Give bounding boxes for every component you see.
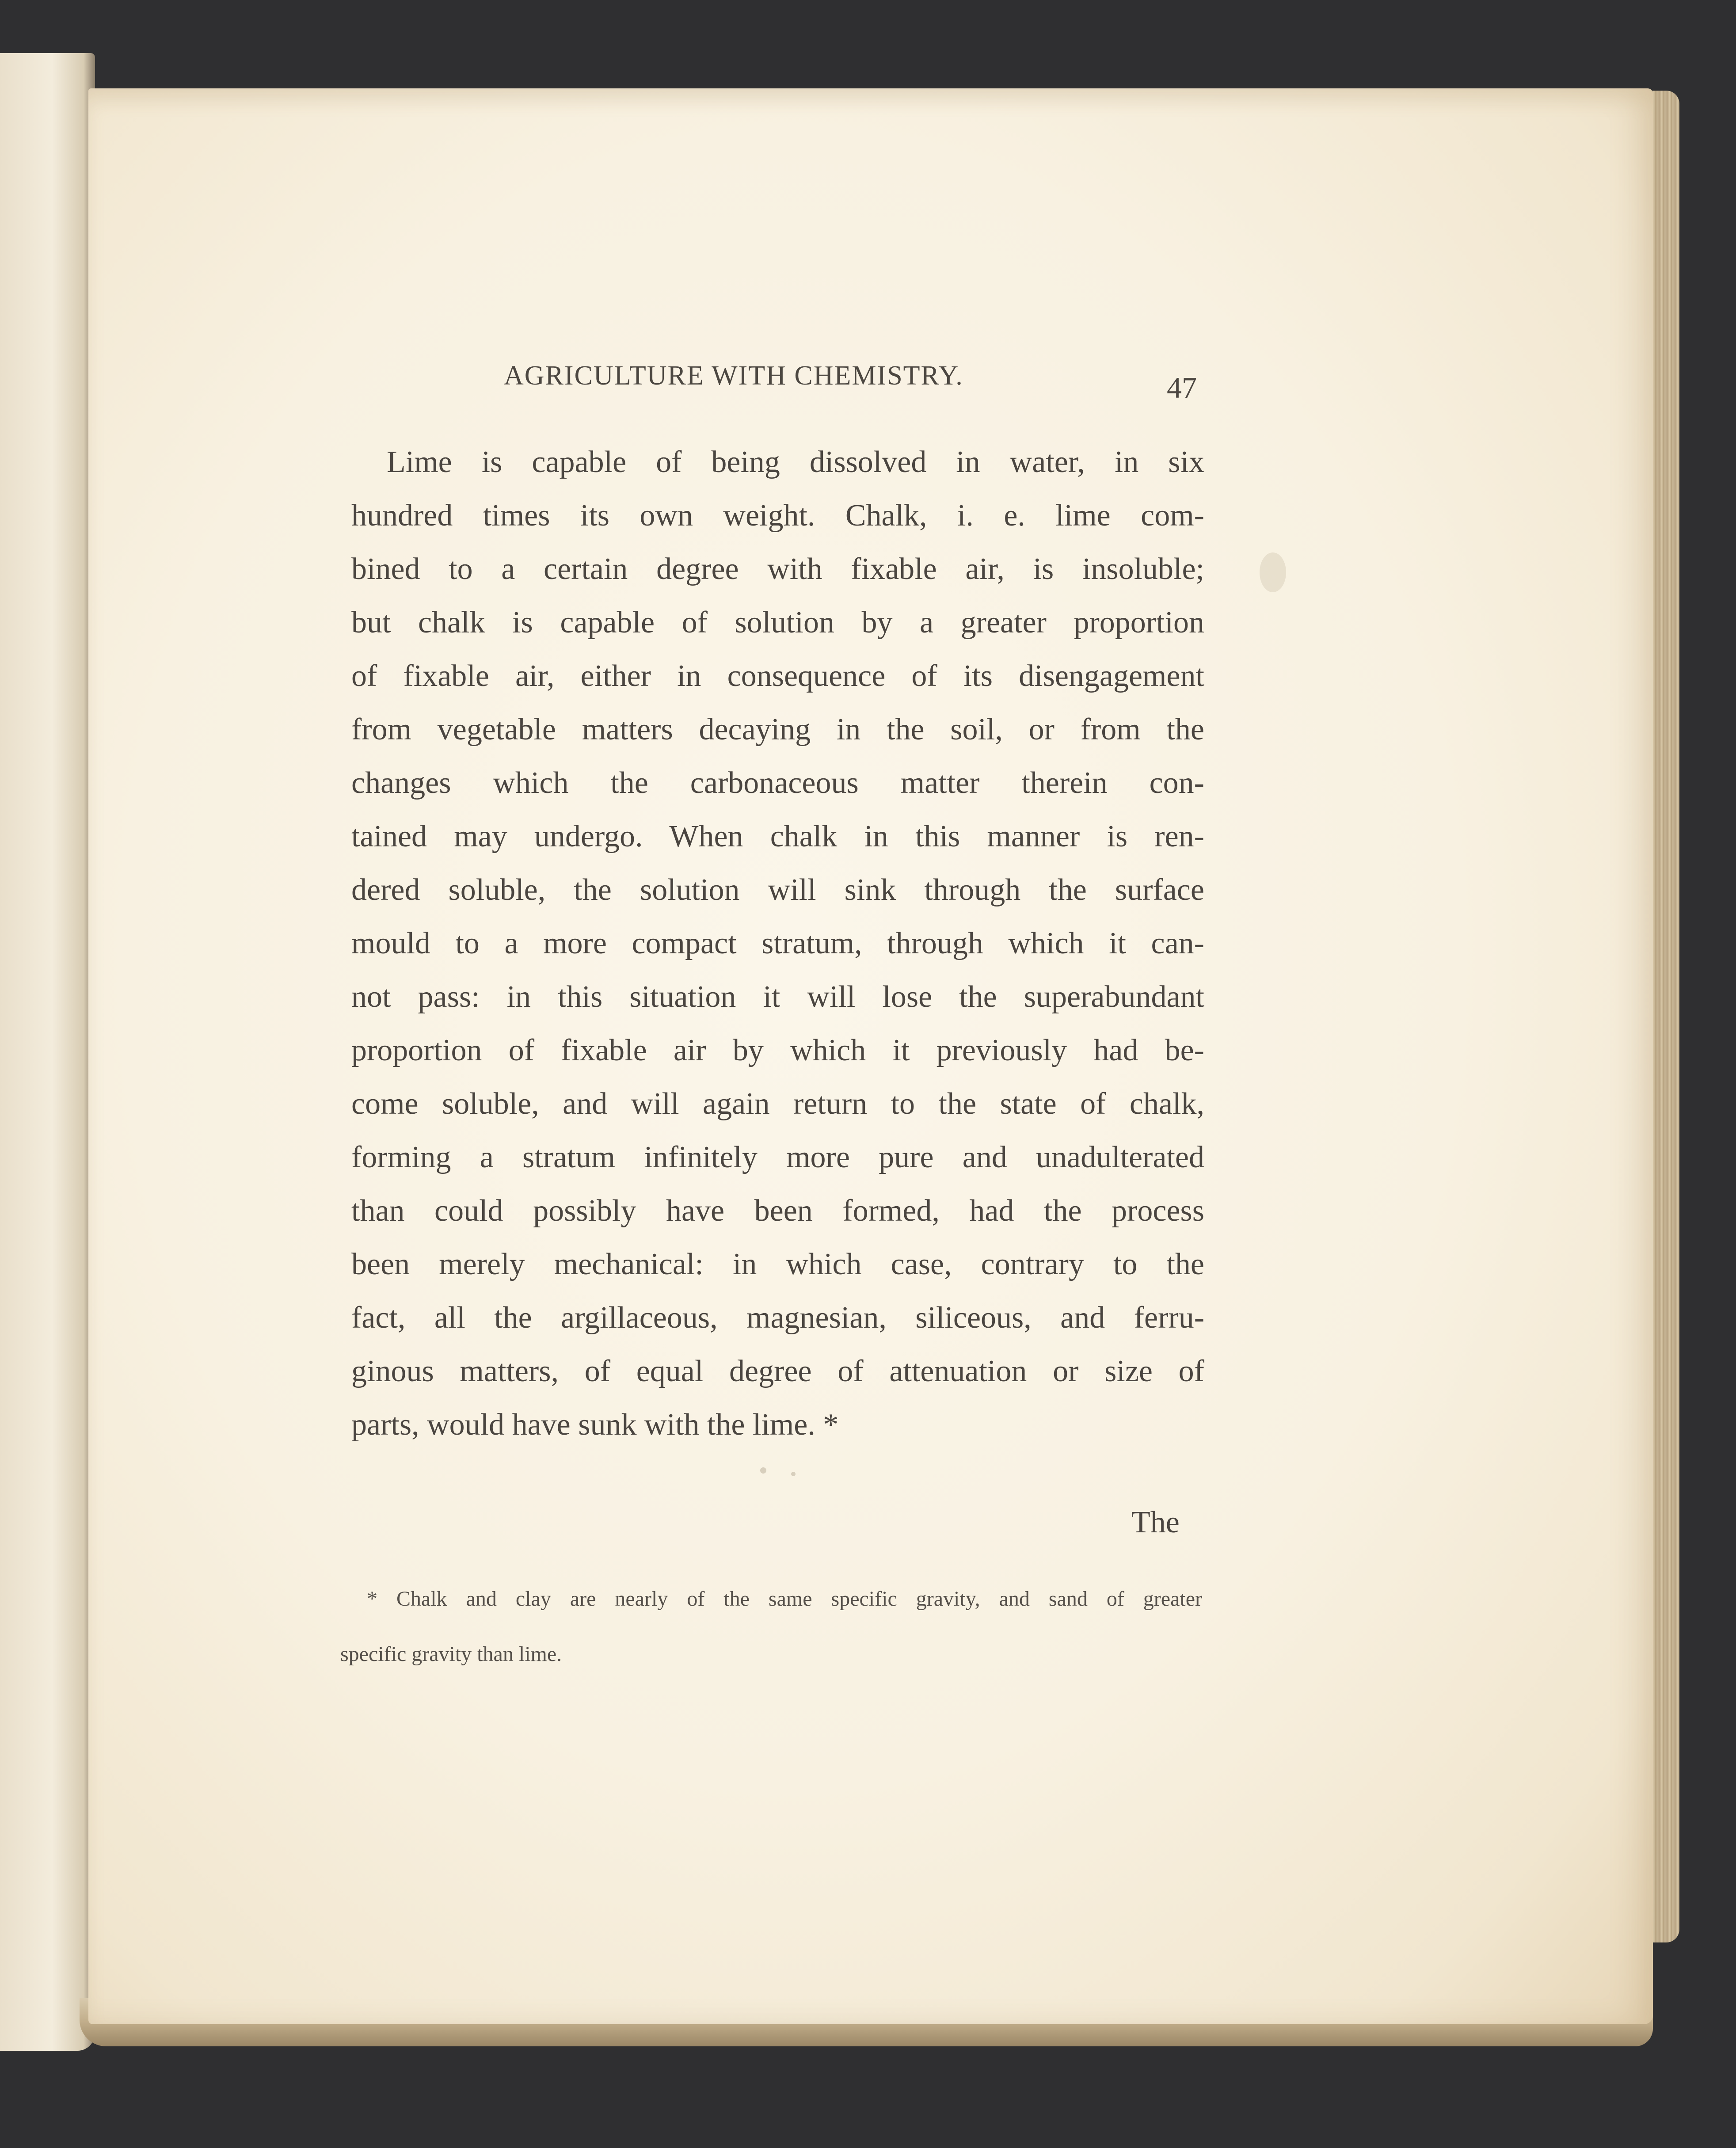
text-line: from vegetable matters decaying in the soil, or from the	[351, 712, 1204, 746]
text-line: come soluble, and will again return to the state of chalk,	[351, 1087, 1204, 1121]
text-line: hundred times its own weight. Chalk, i. e. lime com-	[351, 499, 1204, 533]
page-number: 47	[1167, 371, 1197, 404]
text-line: forming a stratum infinitely more pure and unadulterated	[351, 1140, 1204, 1174]
text-line: proportion of fixable air by which it previously had be-	[351, 1033, 1204, 1067]
text-line: bined to a certain degree with fixable air, is insoluble;	[351, 552, 1204, 586]
text-line: of fixable air, either in consequence of its disengagement	[351, 659, 1204, 693]
text-line: not pass: in this situation it will lose the superabundant	[351, 980, 1204, 1014]
running-head: AGRICULTURE WITH CHEMISTRY.	[504, 361, 963, 391]
text-line: but chalk is capable of solution by a greater proportion	[351, 606, 1204, 640]
text-line: than could possibly have been formed, had the process	[351, 1194, 1204, 1228]
text-line: mould to a more compact stratum, through which it can-	[351, 926, 1204, 960]
text-line: parts, would have sunk with the lime. *	[351, 1408, 839, 1442]
footnote-line: * Chalk and clay are nearly of the same specific gravity, and sand of greater	[367, 1587, 1202, 1611]
text-line: dered soluble, the solution will sink through the surface	[351, 873, 1204, 907]
footnote-line: specific gravity than lime.	[340, 1642, 562, 1666]
foxing-spot	[1260, 552, 1286, 592]
foxing-spot	[791, 1472, 796, 1476]
text-line: tained may undergo. When chalk in this manner is ren-	[351, 819, 1204, 853]
text-line: ginous matters, of equal degree of attenuation or size of	[351, 1354, 1204, 1388]
text-line: fact, all the argillaceous, magnesian, siliceous, and ferru-	[351, 1301, 1204, 1335]
body-text	[351, 435, 1204, 1451]
text-line: been merely mechanical: in which case, contrary to the	[351, 1247, 1204, 1281]
text-line: Lime is capable of being dissolved in water, in six	[387, 445, 1204, 479]
text-line: changes which the carbonaceous matter therein con-	[351, 766, 1204, 800]
facing-page-edge	[0, 53, 95, 2051]
foxing-spot	[760, 1467, 766, 1474]
footnote	[340, 1571, 1202, 1682]
catchword: The	[1131, 1505, 1180, 1539]
